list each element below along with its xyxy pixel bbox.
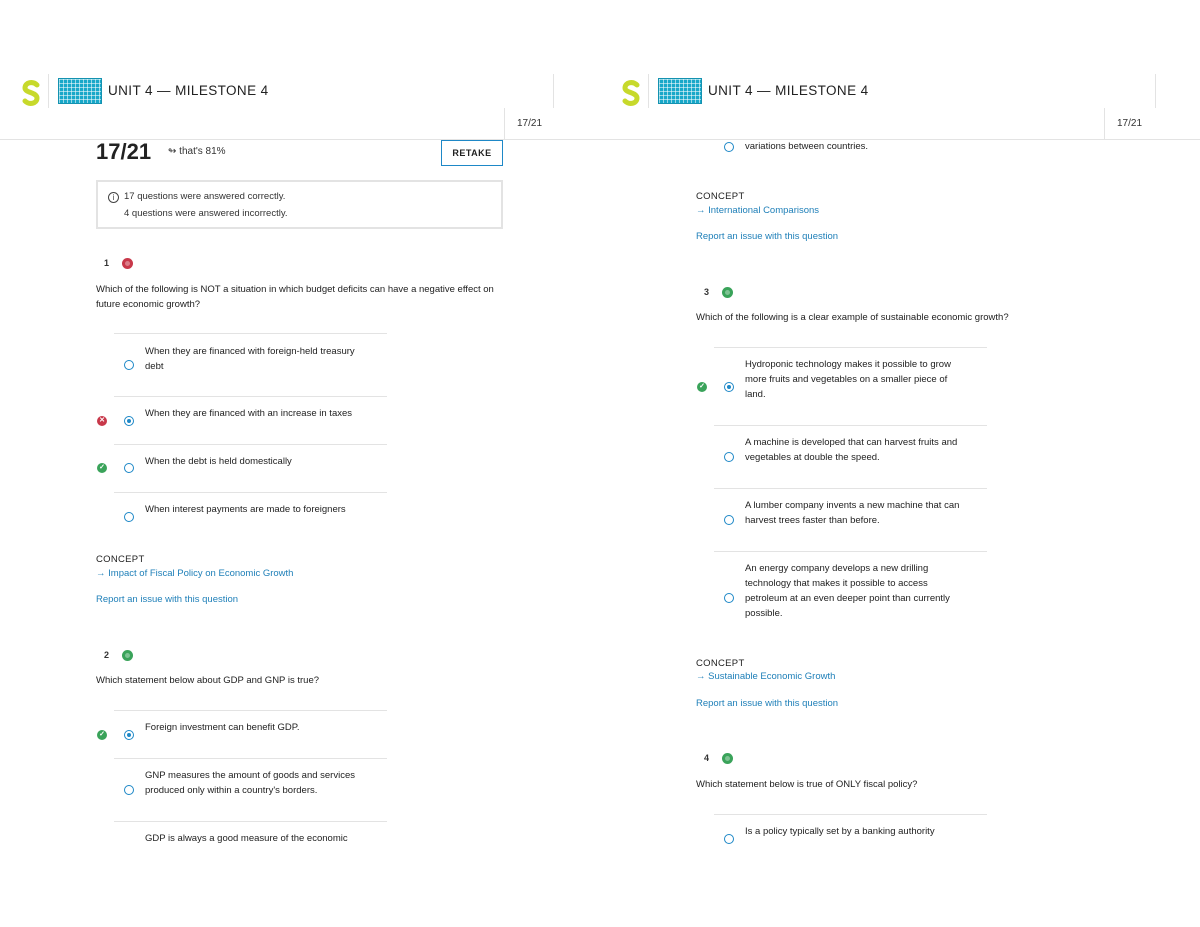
header-divider (648, 74, 649, 108)
retake-button[interactable]: RETAKE (441, 140, 503, 166)
correct-answer-icon: ✓ (697, 382, 707, 392)
info-icon: i (108, 192, 119, 203)
concept-link[interactable]: → Impact of Fiscal Policy on Economic Growth (96, 568, 294, 579)
report-issue-link[interactable]: Report an issue with this question (696, 231, 839, 242)
header-divider (48, 74, 49, 108)
concept-link[interactable]: → Sustainable Economic Growth (696, 671, 836, 682)
option-radio[interactable] (724, 593, 734, 603)
option-text: A machine is developed that can harvest fruits and vegetables at double the speed. (745, 437, 958, 463)
option-divider (714, 551, 987, 552)
correct-status-icon (722, 287, 733, 298)
question-number: 1 (104, 258, 110, 268)
sophia-logo-icon[interactable] (20, 80, 42, 106)
concept-label: CONCEPT (696, 658, 745, 669)
concept-label: CONCEPT (696, 191, 745, 202)
option-text: When they are financed with foreign-held treasury debt (145, 346, 355, 372)
option-divider (714, 814, 987, 815)
option-text: Foreign investment can benefit GDP. (145, 722, 300, 733)
share-score[interactable] (168, 146, 226, 157)
option-radio[interactable] (124, 360, 134, 370)
concept-label: CONCEPT (96, 554, 145, 565)
option-text: GNP measures the amount of goods and services produced only within a country's borders. (145, 770, 355, 796)
question-text: Which of the following is a clear example of sustainable economic growth? (696, 312, 1009, 323)
option-divider (114, 492, 387, 493)
option-text: When interest payments are made to foreigners (145, 504, 346, 515)
option-radio-selected[interactable] (124, 730, 134, 740)
page-count: 17/21 (1117, 118, 1143, 129)
concept-link[interactable]: → International Comparisons (696, 205, 820, 216)
option-text: When they are financed with an increase in taxes (145, 408, 353, 419)
option-radio-selected[interactable] (724, 382, 734, 392)
question-text: Which of the following is NOT a situation in which budget deficits can have a negative effect on future economic growth? (96, 284, 494, 310)
page-count: 17/21 (517, 118, 543, 129)
option-divider (114, 396, 387, 397)
option-divider (714, 488, 987, 489)
option-text: Hydroponic technology makes it possible to grow more fruits and vegetables on a smaller piece of land. (745, 359, 951, 400)
option-text: Is a policy typically set by a banking authority (745, 826, 935, 837)
option-divider (114, 444, 387, 445)
results-summary (96, 180, 503, 229)
right-page (600, 0, 1200, 927)
header-rule (0, 139, 600, 140)
option-divider (114, 710, 387, 711)
question-text: Which statement below about GDP and GNP is true? (96, 675, 320, 686)
unit-title: UNIT 4 — MILESTONE 4 (108, 83, 269, 98)
correct-answer-icon: ✓ (97, 730, 107, 740)
option-radio[interactable] (124, 463, 134, 473)
unit-title: UNIT 4 — MILESTONE 4 (708, 83, 869, 98)
question-number: 4 (704, 753, 710, 763)
option-divider (114, 821, 387, 822)
option-radio[interactable] (724, 834, 734, 844)
option-radio[interactable] (124, 785, 134, 795)
option-radio-selected[interactable] (124, 416, 134, 426)
option-text: When the debt is held domestically (145, 456, 292, 467)
option-radio[interactable] (124, 512, 134, 522)
option-radio[interactable] (724, 142, 734, 152)
score: 17/21 (96, 139, 152, 164)
option-divider (114, 758, 387, 759)
header-divider (504, 108, 505, 140)
option-text: An energy company develops a new drilling technology that makes it possible to access petroleum at an even deeper point than currently possible. (745, 563, 950, 619)
option-radio[interactable] (724, 515, 734, 525)
option-text: variations between countries. (745, 141, 869, 152)
correct-answer-icon: ✓ (97, 463, 107, 473)
header-divider (553, 74, 554, 108)
option-text: GDP is always a good measure of the economic (145, 833, 348, 844)
unit-grid-icon (58, 78, 102, 104)
option-divider (114, 333, 387, 334)
header-divider (1104, 108, 1105, 140)
incorrect-count-text: 4 questions were answered incorrectly. (124, 208, 288, 219)
unit-grid-icon (658, 78, 702, 104)
option-divider (714, 347, 987, 348)
option-text: A lumber company invents a new machine that can harvest trees faster than before. (745, 500, 960, 526)
incorrect-status-icon (122, 258, 133, 269)
question-text: Which statement below is true of ONLY fiscal policy? (696, 779, 918, 790)
question-number: 2 (104, 650, 110, 660)
share-label: that's 81% (179, 146, 226, 157)
correct-count-text: 17 questions were answered correctly. (124, 191, 286, 202)
header-divider (1155, 74, 1156, 108)
report-issue-link[interactable]: Report an issue with this question (96, 594, 239, 605)
sophia-logo-icon[interactable] (620, 80, 642, 106)
option-divider (714, 425, 987, 426)
correct-status-icon (722, 753, 733, 764)
question-number: 3 (704, 287, 710, 297)
correct-status-icon (122, 650, 133, 661)
incorrect-answer-icon: ✕ (97, 416, 107, 426)
report-issue-link[interactable]: Report an issue with this question (696, 698, 839, 709)
share-icon: ↬ (168, 146, 177, 157)
option-radio[interactable] (724, 452, 734, 462)
